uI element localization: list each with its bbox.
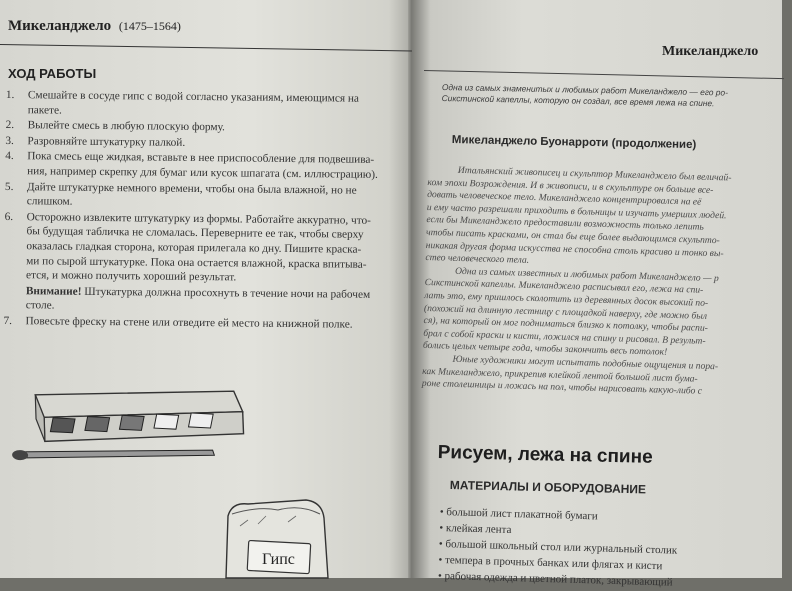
left-header-rule [0,44,412,51]
step-item [6,88,418,122]
left-page-header [8,18,181,35]
materials-heading: МАТЕРИАЛЫ И ОБОРУДОВАНИЕ [449,478,647,497]
section-title: ХОД РАБОТЫ [8,66,97,81]
left-header-title: Микеланджело [8,18,112,34]
steps-list [3,88,418,334]
step-item [3,314,415,333]
list-item-text: большой лист плакатной бумаги [446,506,598,523]
left-header-dates: (1475–1564) [118,19,181,33]
step-text: Смешайте в сосуде гипс с водой согласно указаниям, имеющимся на пакете. [27,89,360,117]
right-header-rule [424,70,784,79]
step-text: Повесьте фреску на стене или отведите ей место на книжной полке. [25,315,353,331]
step-text: Осторожно извлеките штукатурку из формы. Работайте аккуратно, что- бы будущая табличка не сломалась. Переверните ее так, чтобы сверху оказалась гладкая сторона, которая прилегала ко дну. Пишите краска- ми по сырой штукатурке. Пока она остается влажной, краска впитыва- ется, и можно получить хороший результат. [25,210,371,284]
paragraph: Юные художники могут испытать подобные ощущения и пора- как Микеланджело, прикрепив клейкой лентой большой лист бума- роне столешницы и ложась на пол, чтобы нарисовать какую-либо с [421,353,719,397]
bag-label: Гипс [262,551,295,568]
list-item-text: большой школьный стол или журнальный столик [445,538,678,557]
figure-caption: Одна из самых знаменитых и любимых работ Микеланджело — его ро- Сикстинской капеллы, которую он создал, все время лежа на спине. [441,82,729,108]
step-number: 7. [3,314,13,327]
step-item [5,149,417,183]
step-number: 2. [5,119,15,132]
step-item [5,180,417,214]
step-number: 1. [5,88,15,102]
materials-list [438,504,679,591]
paragraph: Одна из самых известных и любимых работ Микеланджело — р Сикстинской капеллы. Микеланджело расписывал его, лежа на спи- лать это, ему пришлось сколотить из деревянных досок высокий по- (похожий на длинную лестницу с площадкой наверху, где можно был ся), на который он мог подниматься близко к потолку, чтобы распи- брал с собой краски и кисти, ложился на спину и рисовал. В результ- болись целых четыре года, чтобы закончить весь потолок! [422,265,719,359]
bullet-icon: • [438,537,443,551]
step-text: Разровняйте штукатурку палкой. [27,135,186,149]
paint-palette-illustration [14,372,254,482]
bullet-icon: • [438,553,443,567]
step-number [4,284,26,313]
activity-title: Рисуем, лежа на спине [437,442,653,468]
step-text: Пока смесь еще жидкая, вставьте в нее приспособление для подвешива- ния, например скрепку для бумаг или кусок шпагата (см. иллюстрацию). [27,150,378,181]
step-text: Вылейте смесь в любую плоскую форму. [27,119,225,134]
warning-text: Штукатурка должна просохнуть в течение ночи на рабочем столе. [25,285,371,312]
list-item-text: клейкая лента [445,522,512,537]
warning-note [4,284,416,318]
section-subtitle: Микеланджело Буонарроти (продолжение) [451,134,697,152]
step-number: 3. [5,134,14,147]
bullet-icon: • [439,505,444,519]
body-text [422,164,782,400]
bullet-icon: • [439,521,444,535]
step-number: 5. [4,180,14,193]
list-item-text: темпера в прочных банках или флягах и кисти [444,554,663,573]
bullet-icon: • [437,569,443,583]
paragraph: Итальянский живописец и скульптор Микеланджело был величай- ком эпохи Возрождения. И в живописи, и в скульптуре он больше все- довать человеческое тело. Микеланджело концентрировался на её и ему часто разрешали приходить в больницы и изучать умерших людей. если бы Микеланджело предоставили возможность только лепить чтобы писать красками, он стал бы еще более выдающимся скульпто- никакая другая форма искусства не способна столь красиво и тонко вы- стео человеческого тела. [425,164,732,267]
list-item-text: рабочая одежда и цветной платок, закрывающий [444,570,673,589]
step-item [4,210,417,287]
right-header-title: Микеланджело [662,44,759,59]
step-number: 4. [5,150,14,163]
step-number: 6. [4,210,14,223]
step-text: Дайте штукатурке немного времени, чтобы она была влажной, но не слишком. [26,180,357,208]
plaster-bag-illustration [218,496,338,578]
right-page [412,0,782,589]
warning-label: Внимание! [25,284,82,298]
